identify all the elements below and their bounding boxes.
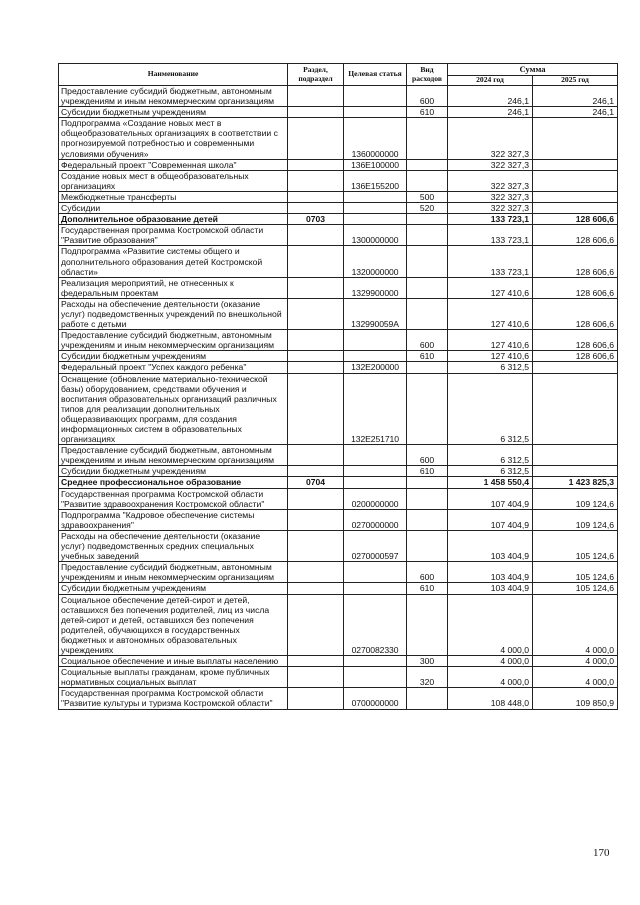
table-row <box>59 118 618 159</box>
cell-2024: 322 327,3 <box>448 159 533 170</box>
cell-2025: 4 000,0 <box>533 667 618 688</box>
cell-section <box>288 583 344 594</box>
cell-name: Субсидии бюджетным учреждениям <box>59 107 288 118</box>
cell-type: 610 <box>407 583 448 594</box>
cell-name: Федеральный проект "Успех каждого ребенка" <box>59 362 288 373</box>
cell-target: 0700000000 <box>344 688 407 709</box>
cell-2024: 133 723,1 <box>448 246 533 277</box>
cell-section <box>288 688 344 709</box>
cell-name: Предоставление субсидий бюджетным, автономным учреждениям и иным некоммерческим организациям <box>59 86 288 107</box>
cell-name: Государственная программа Костромской области "Развитие образования" <box>59 225 288 246</box>
table-row <box>59 530 618 561</box>
page-number: 170 <box>593 847 610 859</box>
table-row <box>59 445 618 466</box>
cell-2025: 105 124,6 <box>533 562 618 583</box>
cell-section <box>288 445 344 466</box>
cell-section: 0704 <box>288 477 344 488</box>
header-type: Вид расходов <box>407 64 448 86</box>
cell-2025 <box>533 466 618 477</box>
cell-target: 0270000000 <box>344 509 407 530</box>
table-row <box>59 466 618 477</box>
cell-2024: 127 410,6 <box>448 298 533 329</box>
cell-2025: 128 606,6 <box>533 351 618 362</box>
cell-2025: 128 606,6 <box>533 277 618 298</box>
table-row <box>59 330 618 351</box>
cell-2025 <box>533 170 618 191</box>
cell-2025: 246,1 <box>533 86 618 107</box>
cell-name: Подпрограмма «Создание новых мест в общеобразовательных организациях в соответствии с прогнозируемой потребностью и современными условиями обучения» <box>59 118 288 159</box>
cell-target <box>344 86 407 107</box>
cell-section <box>288 362 344 373</box>
cell-type: 520 <box>407 203 448 214</box>
cell-target <box>344 477 407 488</box>
cell-2025 <box>533 191 618 202</box>
cell-section <box>288 107 344 118</box>
cell-type <box>407 246 448 277</box>
cell-2025: 109 124,6 <box>533 509 618 530</box>
budget-table-sheet <box>58 63 618 710</box>
cell-target: 0270000597 <box>344 530 407 561</box>
cell-2025: 4 000,0 <box>533 656 618 667</box>
table-row <box>59 373 618 445</box>
cell-type: 610 <box>407 351 448 362</box>
cell-type <box>407 118 448 159</box>
cell-target <box>344 656 407 667</box>
cell-type <box>407 488 448 509</box>
cell-2025: 109 124,6 <box>533 488 618 509</box>
cell-name: Социальные выплаты гражданам, кроме публичных нормативных социальных выплат <box>59 667 288 688</box>
cell-target: 1300000000 <box>344 225 407 246</box>
cell-section <box>288 562 344 583</box>
cell-target: 0200000000 <box>344 488 407 509</box>
cell-type <box>407 509 448 530</box>
table-row <box>59 667 618 688</box>
cell-type: 610 <box>407 466 448 477</box>
cell-2024: 107 404,9 <box>448 488 533 509</box>
cell-type <box>407 298 448 329</box>
cell-section <box>288 509 344 530</box>
table-row <box>59 477 618 488</box>
cell-2024: 6 312,5 <box>448 466 533 477</box>
cell-type: 500 <box>407 191 448 202</box>
cell-name: Среднее профессиональное образование <box>59 477 288 488</box>
cell-name: Федеральный проект "Современная школа" <box>59 159 288 170</box>
table-row <box>59 656 618 667</box>
cell-2025: 246,1 <box>533 107 618 118</box>
cell-2024: 6 312,5 <box>448 445 533 466</box>
cell-2025: 109 850,9 <box>533 688 618 709</box>
cell-section <box>288 277 344 298</box>
cell-name: Реализация мероприятий, не отнесенных к федеральным проектам <box>59 277 288 298</box>
cell-name: Предоставление субсидий бюджетным, автономным учреждениям и иным некоммерческим организациям <box>59 445 288 466</box>
cell-2025 <box>533 362 618 373</box>
cell-name: Дополнительное образование детей <box>59 214 288 225</box>
cell-2024: 4 000,0 <box>448 667 533 688</box>
cell-target <box>344 214 407 225</box>
table-row <box>59 351 618 362</box>
cell-2024: 127 410,6 <box>448 351 533 362</box>
table-row <box>59 203 618 214</box>
cell-section <box>288 488 344 509</box>
cell-2024: 6 312,5 <box>448 362 533 373</box>
cell-2025: 128 606,6 <box>533 214 618 225</box>
header-year-2025: 2025 год <box>533 75 618 85</box>
cell-target <box>344 466 407 477</box>
cell-type <box>407 530 448 561</box>
table-row <box>59 214 618 225</box>
cell-2024: 108 448,0 <box>448 688 533 709</box>
table-body <box>59 86 618 710</box>
cell-2025: 1 423 825,3 <box>533 477 618 488</box>
cell-type <box>407 477 448 488</box>
cell-target: 132E200000 <box>344 362 407 373</box>
cell-name: Расходы на обеспечение деятельности (оказание услуг) подведомственных учреждений по внешкольной работе с детьми <box>59 298 288 329</box>
cell-target: 1329900000 <box>344 277 407 298</box>
cell-type: 600 <box>407 86 448 107</box>
cell-section: 0703 <box>288 214 344 225</box>
cell-2025 <box>533 159 618 170</box>
cell-section <box>288 225 344 246</box>
cell-type: 320 <box>407 667 448 688</box>
table-row <box>59 246 618 277</box>
cell-2025: 128 606,6 <box>533 225 618 246</box>
cell-type: 600 <box>407 562 448 583</box>
cell-type <box>407 373 448 445</box>
cell-target <box>344 330 407 351</box>
cell-section <box>288 466 344 477</box>
header-name: Наименование <box>59 64 288 86</box>
table-row <box>59 362 618 373</box>
cell-2024: 1 458 550,4 <box>448 477 533 488</box>
cell-2025 <box>533 118 618 159</box>
table-row <box>59 159 618 170</box>
cell-name: Субсидии бюджетным учреждениям <box>59 351 288 362</box>
cell-2024: 6 312,5 <box>448 373 533 445</box>
cell-name: Расходы на обеспечение деятельности (оказание услуг) подведомственных средних специальных учебных заведений <box>59 530 288 561</box>
cell-name: Межбюджетные трансферты <box>59 191 288 202</box>
cell-2024: 322 327,3 <box>448 118 533 159</box>
cell-target: 1320000000 <box>344 246 407 277</box>
cell-target <box>344 583 407 594</box>
cell-name: Государственная программа Костромской области "Развитие здравоохранения Костромской области" <box>59 488 288 509</box>
cell-target <box>344 203 407 214</box>
cell-2025: 105 124,6 <box>533 530 618 561</box>
cell-name: Субсидии бюджетным учреждениям <box>59 466 288 477</box>
cell-target <box>344 667 407 688</box>
budget-table <box>58 63 618 710</box>
cell-2024: 107 404,9 <box>448 509 533 530</box>
cell-type <box>407 170 448 191</box>
cell-2025 <box>533 203 618 214</box>
table-row <box>59 688 618 709</box>
table-row <box>59 298 618 329</box>
cell-section <box>288 330 344 351</box>
cell-2025: 105 124,6 <box>533 583 618 594</box>
cell-target: 136E155200 <box>344 170 407 191</box>
cell-type <box>407 225 448 246</box>
cell-name: Государственная программа Костромской области "Развитие культуры и туризма Костромской области" <box>59 688 288 709</box>
cell-section <box>288 298 344 329</box>
header-sum: Сумма <box>448 64 618 76</box>
cell-target <box>344 562 407 583</box>
cell-2024: 322 327,3 <box>448 170 533 191</box>
table-row <box>59 488 618 509</box>
table-row <box>59 225 618 246</box>
cell-name: Субсидии бюджетным учреждениям <box>59 583 288 594</box>
table-row <box>59 107 618 118</box>
cell-section <box>288 86 344 107</box>
cell-2025: 128 606,6 <box>533 298 618 329</box>
cell-name: Создание новых мест в общеобразовательных организациях <box>59 170 288 191</box>
cell-2024: 127 410,6 <box>448 277 533 298</box>
table-row <box>59 562 618 583</box>
cell-type <box>407 688 448 709</box>
cell-target: 0270082330 <box>344 594 407 656</box>
cell-2024: 246,1 <box>448 107 533 118</box>
cell-section <box>288 373 344 445</box>
cell-section <box>288 203 344 214</box>
cell-target <box>344 351 407 362</box>
cell-type: 600 <box>407 330 448 351</box>
cell-section <box>288 667 344 688</box>
cell-target <box>344 445 407 466</box>
cell-2024: 127 410,6 <box>448 330 533 351</box>
cell-2025: 128 606,6 <box>533 330 618 351</box>
table-row <box>59 594 618 656</box>
cell-target: 132990059А <box>344 298 407 329</box>
cell-2024: 103 404,9 <box>448 530 533 561</box>
header-year-2024: 2024 год <box>448 75 533 85</box>
table-row <box>59 86 618 107</box>
cell-type <box>407 594 448 656</box>
cell-name: Субсидии <box>59 203 288 214</box>
cell-2024: 4 000,0 <box>448 656 533 667</box>
cell-2025 <box>533 445 618 466</box>
cell-type <box>407 277 448 298</box>
cell-section <box>288 530 344 561</box>
cell-2025: 128 606,6 <box>533 246 618 277</box>
cell-name: Социальное обеспечение и иные выплаты населению <box>59 656 288 667</box>
cell-section <box>288 351 344 362</box>
cell-target: 1360000000 <box>344 118 407 159</box>
cell-type <box>407 214 448 225</box>
cell-2024: 322 327,3 <box>448 203 533 214</box>
cell-section <box>288 656 344 667</box>
cell-name: Предоставление субсидий бюджетным, автономным учреждениям и иным некоммерческим организациям <box>59 562 288 583</box>
header-section: Раздел, подраздел <box>288 64 344 86</box>
cell-type <box>407 159 448 170</box>
cell-name: Предоставление субсидий бюджетным, автономным учреждениям и иным некоммерческим организациям <box>59 330 288 351</box>
cell-section <box>288 159 344 170</box>
cell-section <box>288 118 344 159</box>
cell-2024: 322 327,3 <box>448 191 533 202</box>
cell-2024: 133 723,1 <box>448 214 533 225</box>
cell-name: Подпрограмма "Кадровое обеспечение системы здравоохранения" <box>59 509 288 530</box>
table-row <box>59 277 618 298</box>
cell-section <box>288 191 344 202</box>
cell-2024: 246,1 <box>448 86 533 107</box>
cell-2025 <box>533 373 618 445</box>
cell-target: 136E100000 <box>344 159 407 170</box>
cell-name: Оснащение (обновление материально-технической базы) оборудованием, средствами обучения и воспитания образовательных организаций различных типов для реализации дополнительных общеразвивающих программ, для создания информационных систем в образовательных организациях <box>59 373 288 445</box>
table-header <box>59 64 618 86</box>
table-row <box>59 509 618 530</box>
cell-type: 610 <box>407 107 448 118</box>
cell-section <box>288 170 344 191</box>
cell-type: 600 <box>407 445 448 466</box>
cell-2025: 4 000,0 <box>533 594 618 656</box>
cell-section <box>288 594 344 656</box>
cell-2024: 103 404,9 <box>448 562 533 583</box>
cell-2024: 103 404,9 <box>448 583 533 594</box>
cell-section <box>288 246 344 277</box>
table-row <box>59 191 618 202</box>
cell-target <box>344 191 407 202</box>
cell-2024: 133 723,1 <box>448 225 533 246</box>
cell-type: 300 <box>407 656 448 667</box>
cell-2024: 4 000,0 <box>448 594 533 656</box>
cell-target: 132E251710 <box>344 373 407 445</box>
cell-target <box>344 107 407 118</box>
table-row <box>59 583 618 594</box>
cell-name: Подпрограмма «Развитие системы общего и дополнительного образования детей Костромской области» <box>59 246 288 277</box>
header-target: Целевая статья <box>344 64 407 86</box>
cell-type <box>407 362 448 373</box>
table-row <box>59 170 618 191</box>
cell-name: Социальное обеспечение детей-сирот и детей, оставшихся без попечения родителей, лиц из числа детей-сирот и детей, оставшихся без попечения родителей, обучающихся в государственных бюджетных и автономных образовательных учреждениях <box>59 594 288 656</box>
